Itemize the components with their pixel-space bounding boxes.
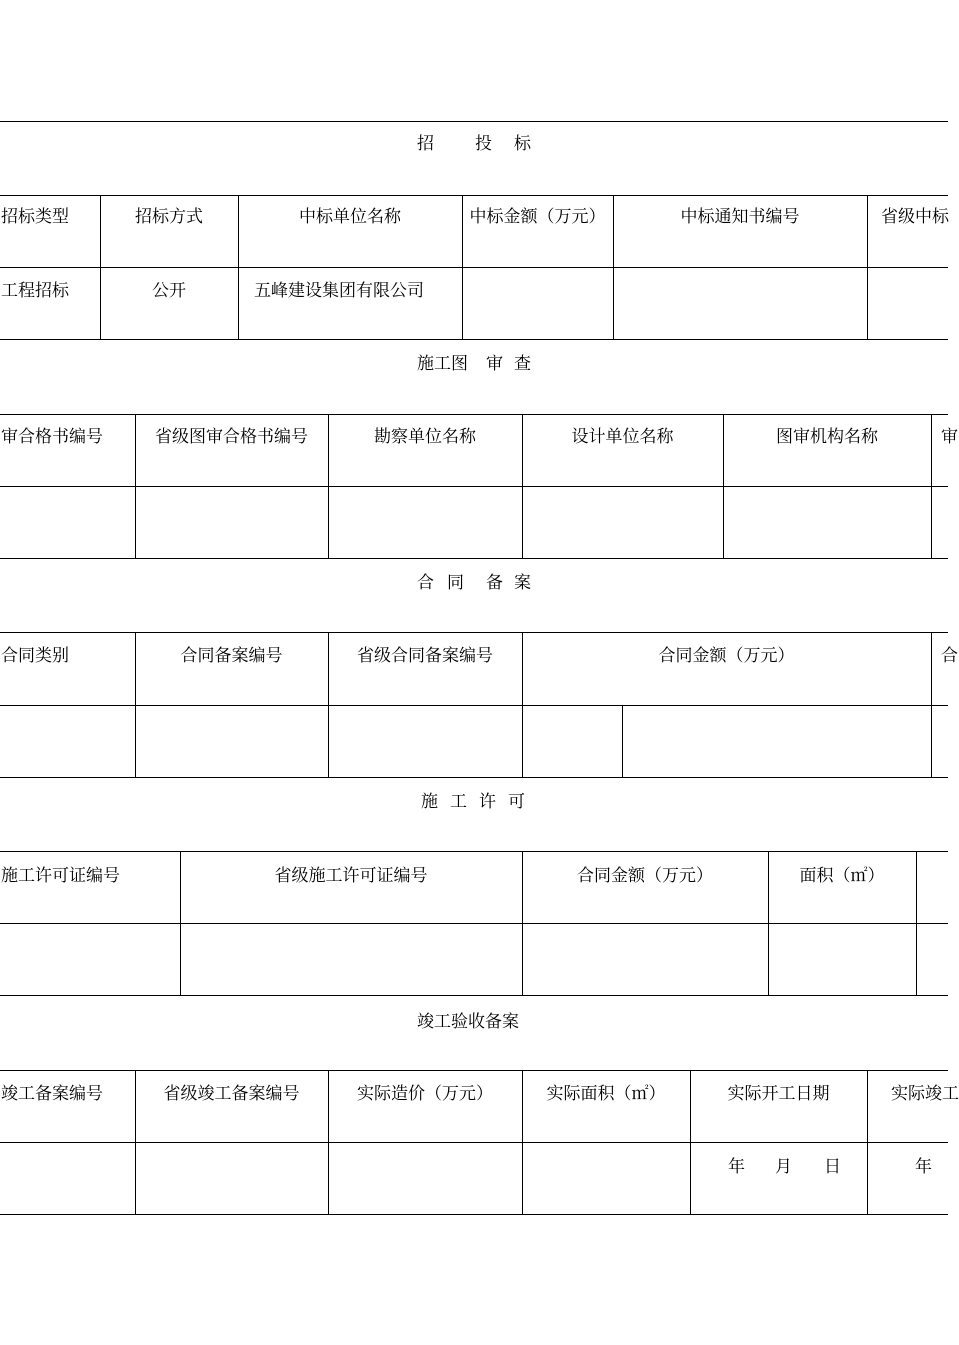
section-title-char: 工: [450, 792, 467, 812]
header-bid-method: 招标方式: [135, 207, 203, 227]
table-rule: [0, 267, 948, 268]
table-rule: [916, 851, 917, 995]
section-title-char: 备: [486, 573, 503, 593]
header-actual-cost: 实际造价（万元）: [357, 1084, 493, 1104]
header-contract-type: 合同类别: [1, 646, 69, 666]
section-title-char: 案: [514, 573, 531, 593]
table-rule: [0, 777, 948, 778]
table-rule: [0, 632, 948, 633]
header-actual-start-date: 实际开工日期: [727, 1084, 830, 1104]
header-provincial-review-cert-no: 省级图审合格书编号: [155, 427, 308, 447]
table-rule: [0, 1142, 948, 1143]
section-title-char: 许: [479, 792, 496, 812]
table-rule: [0, 1070, 948, 1071]
table-rule: [0, 558, 948, 559]
section-title-char: 标: [514, 134, 531, 154]
header-contract-amount: 合同金额（万元）: [658, 646, 795, 666]
header-provincial-contract-filing-no: 省级合同备案编号: [357, 646, 493, 666]
cell-winner-name: 五峰建设集团有限公司: [254, 281, 424, 301]
table-rule: [0, 339, 948, 340]
cell-bid-method: 公开: [152, 281, 186, 301]
table-rule: [0, 995, 948, 996]
header-award-notice-no: 中标通知书编号: [680, 207, 800, 227]
table-rule: [867, 195, 868, 339]
section-title-part: 施工图: [417, 354, 468, 374]
header-actual-area: 实际面积（㎡）: [546, 1084, 666, 1104]
section-title-char: 招: [417, 134, 434, 154]
header-winning-amount: 中标金额（万元）: [469, 207, 606, 227]
table-rule: [0, 851, 948, 852]
section-title-char: 投: [475, 134, 492, 154]
table-rule: [622, 705, 623, 777]
header-provincial-completion-filing-no: 省级竣工备案编号: [163, 1084, 300, 1104]
start-date-year: 年: [728, 1157, 745, 1177]
header-bid-type: 招标类型: [1, 207, 69, 227]
section-title-char: 施: [421, 792, 438, 812]
header-provincial-award: 省级中标: [881, 207, 949, 227]
header-contract-filing-no: 合同备案编号: [180, 646, 283, 666]
table-rule: [931, 414, 932, 558]
section-title-char: 可: [508, 792, 525, 812]
section-title-char: 合: [417, 573, 434, 593]
table-rule: [0, 195, 948, 196]
header-contract-truncated: 合: [941, 646, 958, 666]
section-title: 竣工验收备案: [417, 1012, 519, 1032]
start-date-day: 日: [824, 1157, 841, 1177]
section-title-char: 同: [447, 573, 464, 593]
header-provincial-permit-no: 省级施工许可证编号: [274, 866, 428, 886]
header-permit-contract-amount: 合同金额（万元）: [577, 866, 713, 886]
table-rule: [0, 486, 948, 487]
table-rule: [0, 923, 948, 924]
table-rule: [0, 705, 948, 706]
header-design-unit: 设计单位名称: [571, 427, 674, 447]
header-completion-filing-no: 竣工备案编号: [1, 1084, 103, 1104]
table-rule: [867, 1070, 868, 1214]
section-top-rule: [0, 121, 948, 122]
header-review-cert-no: 审合格书编号: [1, 427, 103, 447]
table-rule: [931, 632, 932, 777]
table-rule: [0, 414, 948, 415]
header-permit-no: 施工许可证编号: [1, 866, 120, 886]
start-date-month: 月: [775, 1157, 792, 1177]
header-survey-unit: 勘察单位名称: [374, 427, 476, 447]
section-title-part: 查: [514, 354, 531, 374]
header-review-truncated: 审: [941, 427, 958, 447]
header-review-agency: 图审机构名称: [776, 427, 878, 447]
header-winner-name: 中标单位名称: [299, 207, 401, 227]
end-date-year: 年: [915, 1157, 932, 1177]
cell-bid-type: 工程招标: [1, 281, 69, 301]
header-actual-completion-date: 实际竣工: [891, 1084, 959, 1104]
header-area: 面积（㎡）: [799, 866, 885, 886]
table-rule: [0, 1214, 948, 1215]
section-title-part: 审: [486, 354, 503, 374]
